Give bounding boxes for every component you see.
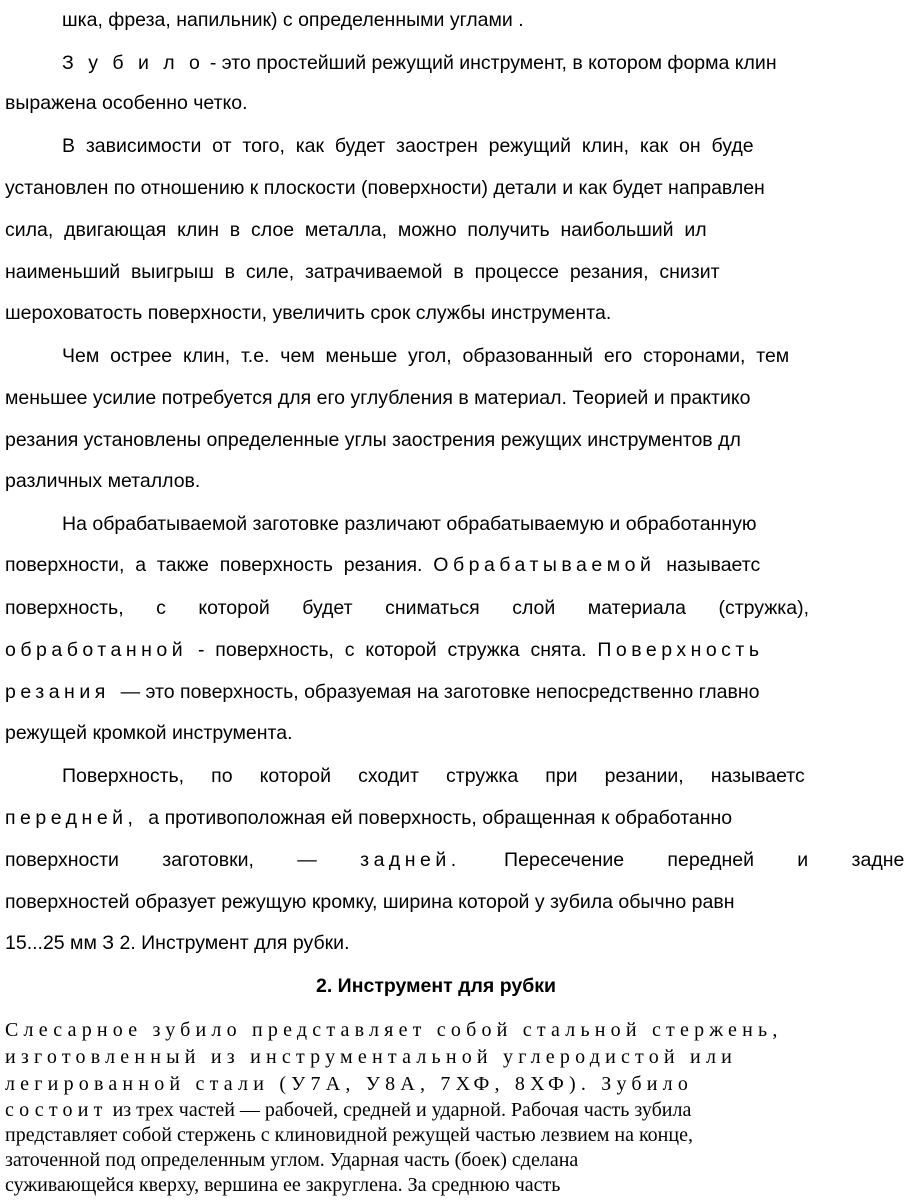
text-span: - это простейший режущий инструмент, в котором форма клин (204, 52, 777, 74)
text-line: шка, фреза, напильник) с определенными углами . (62, 9, 524, 31)
emphasized-term: З у б и л о (62, 52, 205, 74)
text-line: установлен по отношению к плоскости (поверхности) детали и как будет направлен (5, 177, 765, 199)
text-line: сила, двигающая клин в слое металла, можно получить наибольший ил (5, 219, 707, 241)
emphasized-term: состоит (5, 1099, 108, 1121)
text-span: поверхности заготовки, — (5, 849, 361, 871)
text-span: - поверхность, с которой стружка снята. (187, 639, 598, 661)
text-line: наименьший выигрыш в силе, затрачиваемой в процессе резания, снизит (5, 261, 720, 283)
text-line (5, 552, 760, 578)
text-line: Поверхность, по которой сходит стружка при резании, называетс (62, 765, 805, 787)
text-line: выражена особенно четко. (5, 92, 248, 114)
text-span: поверхности, а также поверхность резания. (5, 554, 434, 576)
emphasized-term: Поверхность (597, 639, 764, 661)
text-span: называетс (655, 554, 761, 576)
text-line: 15...25 мм З 2. Инструмент для рубки. (5, 932, 350, 954)
text-line: На обрабатываемой заготовке различают обрабатываемую и обработанную (62, 513, 757, 535)
text-line (5, 1097, 691, 1123)
text-line (62, 50, 777, 76)
section-heading: 2. Инструмент для рубки (316, 975, 556, 997)
emphasized-term: передней, (5, 807, 138, 829)
text-line: изготовленный из инструментальной углеродистой или (5, 1046, 738, 1068)
emphasized-term: Обрабатываемой (433, 554, 656, 576)
text-span: — это поверхность, образуемая на заготовке непосредственно главно (109, 681, 760, 703)
text-line: различных металлов. (5, 470, 201, 492)
emphasized-term: резания (5, 681, 110, 703)
text-line (5, 637, 764, 663)
text-line: представляет собой стержень с клиновидной режущей частью лезвием на конце, (5, 1124, 693, 1146)
text-line: суживающейся кверху, вершина ее закруглена. За среднюю часть (5, 1174, 561, 1196)
text-span: Пересечение передней и задне (460, 849, 904, 871)
text-line: легированной стали (У7А, У8А, 7ХФ, 8ХФ). Зубило (5, 1073, 694, 1095)
text-line: меньшее усилие потребуется для его углубления в материал. Теорией и практико (5, 387, 751, 409)
text-line: режущей кромкой инструмента. (5, 722, 293, 744)
text-line (5, 679, 760, 705)
text-line (5, 847, 904, 873)
text-line: В зависимости от того, как будет заострен режущий клин, как он буде (62, 135, 754, 157)
text-line (5, 805, 732, 831)
text-line: поверхность, с которой будет сниматься слой материала (стружка), (5, 597, 810, 619)
text-span: а противоположная ей поверхность, обращенная к обработанно (137, 807, 733, 829)
emphasized-term: обработанной (5, 639, 188, 661)
text-line: поверхностей образует режущую кромку, ширина которой у зубила обычно равн (5, 891, 735, 913)
text-line: Слесарное зубило представляет собой стальной стержень, (5, 1019, 783, 1041)
text-span: из трех частей — рабочей, средней и ударной. Рабочая часть зубила (107, 1099, 692, 1121)
text-line: резания установлены определенные углы заострения режущих инструментов дл (5, 429, 741, 451)
emphasized-term: задней. (360, 849, 461, 871)
text-line: шероховатость поверхности, увеличить срок службы инструмента. (5, 302, 612, 324)
text-line: Чем острее клин, т.е. чем меньше угол, образованный его сторонами, тем (62, 345, 790, 367)
text-line: заточенной под определенным углом. Ударная часть (боек) сделана (5, 1149, 579, 1171)
